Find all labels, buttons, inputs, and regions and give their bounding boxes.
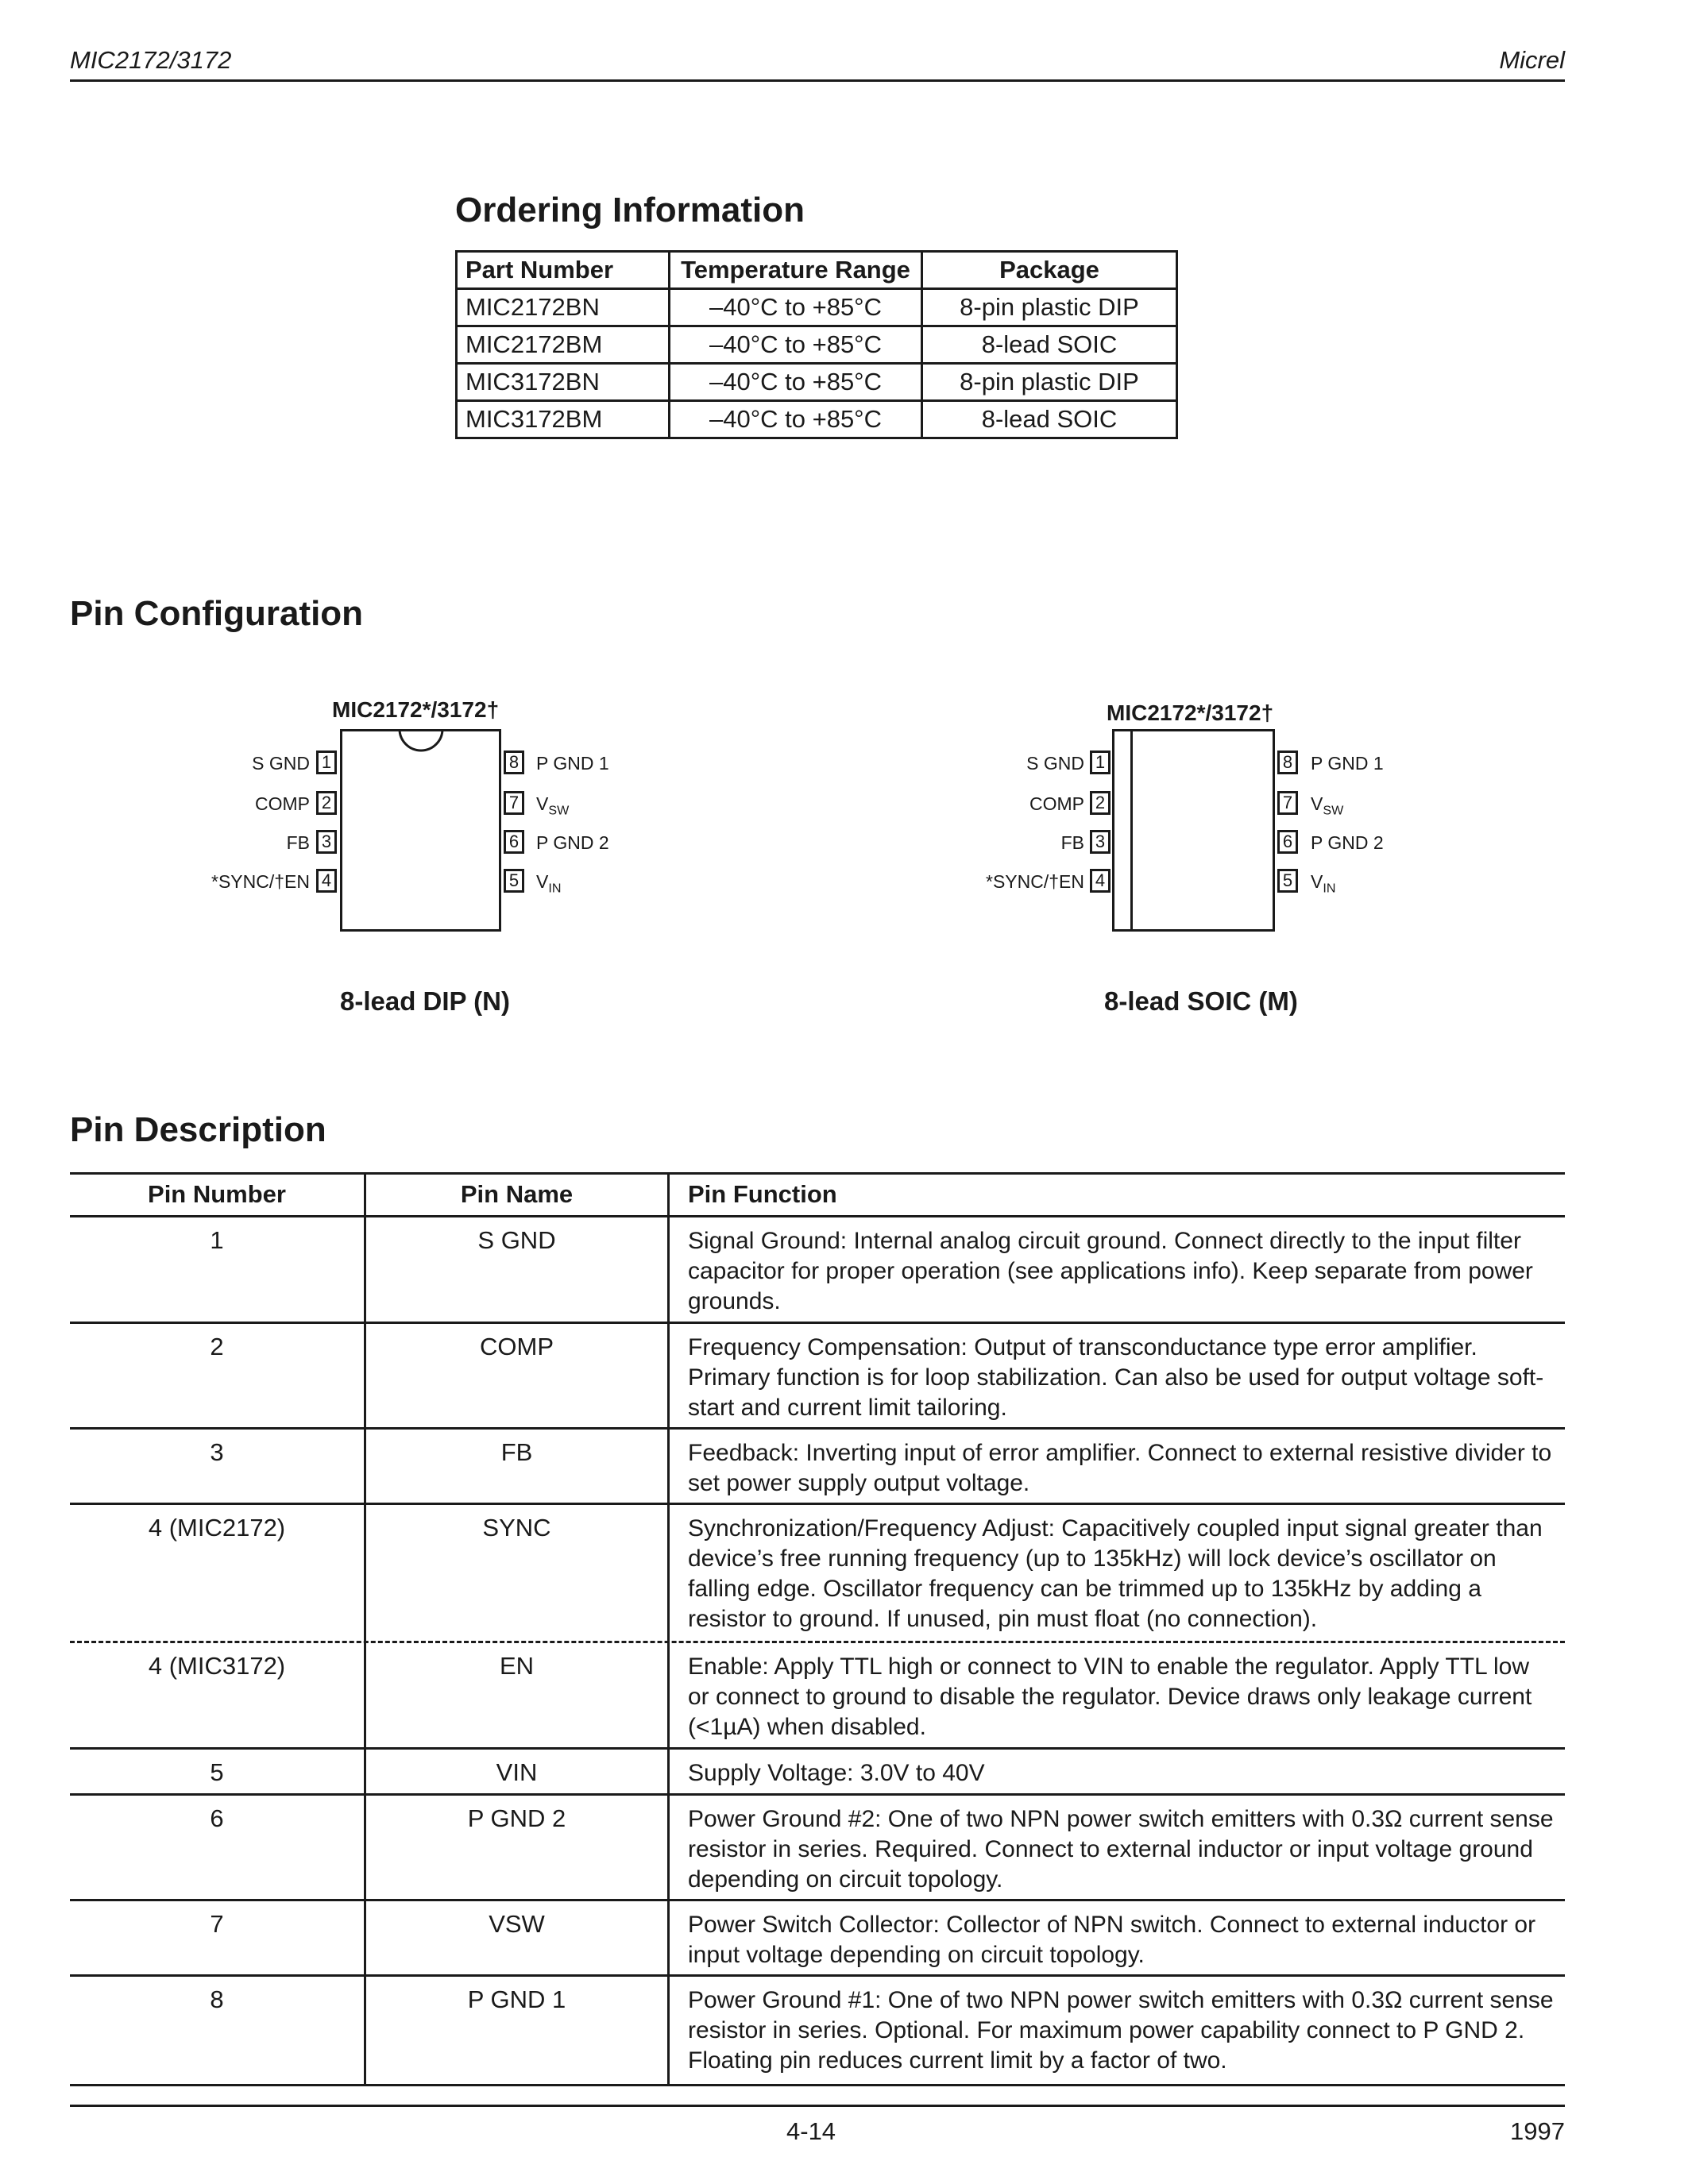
ordering-cell-package: 8-lead SOIC	[922, 401, 1177, 438]
header-company: Micrel	[1499, 46, 1565, 74]
dip-pin-label-vin: $V_{IN}$	[536, 871, 562, 896]
pin-number: 5	[210, 1758, 224, 1786]
dip-pin-label-vsw: $V_{SW}$	[536, 793, 570, 818]
pin-desc-top-rule	[70, 1172, 1565, 1175]
ordering-header-part: Part Number	[457, 252, 670, 289]
pin-number: 8	[210, 1985, 224, 2013]
ordering-cell-part: MIC2172BM	[457, 326, 670, 364]
ordering-header-package: Package	[922, 252, 1177, 289]
pin-function: Frequency Compensation: Output of transconductance type error amplifier. Primary function is for loop stabilization. Can also be used for output voltage soft-start and current limit tailoring.	[688, 1334, 1544, 1421]
soic-chip-title: MIC2172*/3172†	[1107, 700, 1274, 725]
pin-desc-bottom-rule	[70, 2084, 1565, 2086]
pin-name: P GND 2	[467, 1804, 566, 1832]
dip-pin-label-fb: FB	[286, 832, 310, 853]
header-doc-title: MIC2172/3172	[70, 46, 232, 74]
pin-name: EN	[499, 1652, 535, 1680]
soic-pin-7: 7	[1277, 791, 1298, 815]
row-divider	[70, 1974, 1565, 1977]
soic-pin-label-sgnd: S GND	[1026, 753, 1084, 774]
pin-name: P GND 1	[467, 1985, 566, 2013]
pin-name: FB	[500, 1438, 533, 1466]
ordering-header-temp: Temperature Range	[670, 252, 922, 289]
soic-pin-2: 2	[1090, 791, 1111, 815]
column-divider	[364, 1172, 366, 2084]
soic-pin-label-vsw: $V_{SW}$	[1311, 793, 1344, 818]
pin-name: VIN	[496, 1758, 538, 1786]
soic-pin-8: 8	[1277, 751, 1298, 774]
pin-number: 6	[210, 1804, 224, 1832]
pin-number: 2	[210, 1333, 224, 1360]
pin-desc-header-number: Pin Number	[148, 1180, 286, 1208]
soic-pin-1: 1	[1090, 751, 1111, 774]
pin-function: Enable: Apply TTL high or connect to VIN to enable the regulator. Apply TTL low or connect to ground to disable the regulator. Device draws only leakage current (<1µA) when disabled.	[688, 1653, 1532, 1740]
footer-page-number: 4-14	[786, 2117, 836, 2145]
pin-number: 1	[210, 1226, 224, 1254]
pin-desc-header-function: Pin Function	[688, 1180, 837, 1208]
soic-pin-label-pgnd2: P GND 2	[1311, 832, 1384, 853]
column-divider	[667, 1172, 670, 2084]
pin-desc-header-name: Pin Name	[460, 1180, 574, 1208]
ordering-cell-package: 8-pin plastic DIP	[922, 289, 1177, 326]
pin-function: Power Ground #1: One of two NPN power switch emitters with 0.3Ω current sense resistor in series. Optional. For maximum power capability connect to P GND 2. Floating pin reduces current limit by a factor of two.	[688, 1987, 1554, 2074]
soic-bevel-line	[1130, 729, 1133, 932]
dip-pin-label-comp: COMP	[255, 793, 310, 814]
ordering-cell-temp: –40°C to +85°C	[670, 326, 922, 364]
pin-config-title: Pin Configuration	[70, 594, 364, 633]
pin-function: Synchronization/Frequency Adjust: Capacitively coupled input signal greater than device’s free running frequency (up to 135kHz) will lock device’s oscillator on falling edge. Oscillator frequency can be trimmed up to 135kHz by adding a resistor to ground. If unused, pin must float (no connection).	[688, 1515, 1543, 1632]
ordering-cell-package: 8-pin plastic DIP	[922, 364, 1177, 401]
dip-pin-6: 6	[504, 830, 524, 854]
row-divider	[70, 1899, 1565, 1901]
ordering-row	[457, 326, 1177, 364]
soic-package-label: 8-lead SOIC (M)	[1104, 986, 1298, 1016]
row-divider	[70, 1322, 1565, 1324]
soic-pin-label-sync-en: *SYNC/†EN	[986, 871, 1084, 892]
pin-number: 3	[210, 1438, 224, 1466]
dip-pin-label-sgnd: S GND	[252, 753, 310, 774]
ordering-cell-part: MIC3172BM	[457, 401, 670, 438]
pin-name: VSW	[489, 1910, 545, 1938]
dip-pin-3: 3	[316, 830, 337, 854]
dip-pin-1: 1	[316, 751, 337, 774]
dip-pin-8: 8	[504, 751, 524, 774]
ordering-cell-part: MIC3172BN	[457, 364, 670, 401]
footer-year: 1997	[1510, 2117, 1565, 2145]
ordering-cell-package: 8-lead SOIC	[922, 326, 1177, 364]
ordering-row	[457, 364, 1177, 401]
dip-pin-label-sync-en: *SYNC/†EN	[211, 871, 310, 892]
ordering-row	[457, 289, 1177, 326]
ordering-title: Ordering Information	[455, 191, 805, 230]
soic-pin-label-fb: FB	[1060, 832, 1084, 853]
row-divider	[70, 1503, 1565, 1505]
pin-function: Supply Voltage: 3.0V to 40V	[688, 1760, 985, 1786]
ordering-cell-temp: –40°C to +85°C	[670, 364, 922, 401]
dip-pin-4: 4	[316, 869, 337, 893]
ordering-cell-part: MIC2172BN	[457, 289, 670, 326]
pin-function: Signal Ground: Internal analog circuit ground. Connect directly to the input filter capacitor for proper operation (see applications info). Keep separate from power grounds.	[688, 1228, 1533, 1314]
ordering-header-row	[457, 252, 1177, 289]
row-divider	[70, 1427, 1565, 1430]
dip-pin-5: 5	[504, 869, 524, 893]
dip-pin-2: 2	[316, 791, 337, 815]
pin-name: SYNC	[482, 1514, 551, 1542]
ordering-cell-temp: –40°C to +85°C	[670, 289, 922, 326]
soic-package-body	[1112, 729, 1275, 932]
soic-pin-label-comp: COMP	[1029, 793, 1084, 814]
pin-number: 4 (MIC3172)	[148, 1652, 286, 1680]
pin-desc-header-rule	[70, 1215, 1565, 1217]
soic-pin-3: 3	[1090, 830, 1111, 854]
pin-number: 4 (MIC2172)	[148, 1514, 286, 1542]
ordering-table	[455, 250, 1178, 439]
dip-chip-title: MIC2172*/3172†	[332, 697, 500, 722]
pin-function: Feedback: Inverting input of error amplifier. Connect to external resistive divider to set power supply output voltage.	[688, 1440, 1552, 1496]
ordering-cell-temp: –40°C to +85°C	[670, 401, 922, 438]
ordering-row	[457, 401, 1177, 438]
dip-package-body	[340, 729, 501, 932]
pin-name: COMP	[480, 1333, 554, 1360]
dip-package-label: 8-lead DIP (N)	[340, 986, 510, 1016]
row-divider-dashed	[70, 1641, 1565, 1643]
header-rule	[70, 79, 1565, 82]
row-divider	[70, 1747, 1565, 1750]
pin-function: Power Switch Collector: Collector of NPN switch. Connect to external inductor or input voltage depending on circuit topology.	[688, 1912, 1536, 1968]
pin-name: S GND	[477, 1226, 556, 1254]
pin-function: Power Ground #2: One of two NPN power switch emitters with 0.3Ω current sense resistor in series. Required. Connect to external inductor or input voltage ground depending on circuit topology.	[688, 1806, 1554, 1893]
row-divider	[70, 1793, 1565, 1796]
dip-notch	[397, 727, 445, 753]
pin-desc-title: Pin Description	[70, 1110, 326, 1149]
soic-pin-label-pgnd1: P GND 1	[1311, 753, 1384, 774]
soic-pin-4: 4	[1090, 869, 1111, 893]
pin-number: 7	[210, 1910, 224, 1938]
soic-pin-6: 6	[1277, 830, 1298, 854]
soic-pin-label-vin: $V_{IN}$	[1311, 871, 1336, 896]
dip-pin-label-pgnd1: P GND 1	[536, 753, 609, 774]
dip-pin-label-pgnd2: P GND 2	[536, 832, 609, 853]
soic-pin-5: 5	[1277, 869, 1298, 893]
dip-pin-7: 7	[504, 791, 524, 815]
footer-rule	[70, 2105, 1565, 2107]
